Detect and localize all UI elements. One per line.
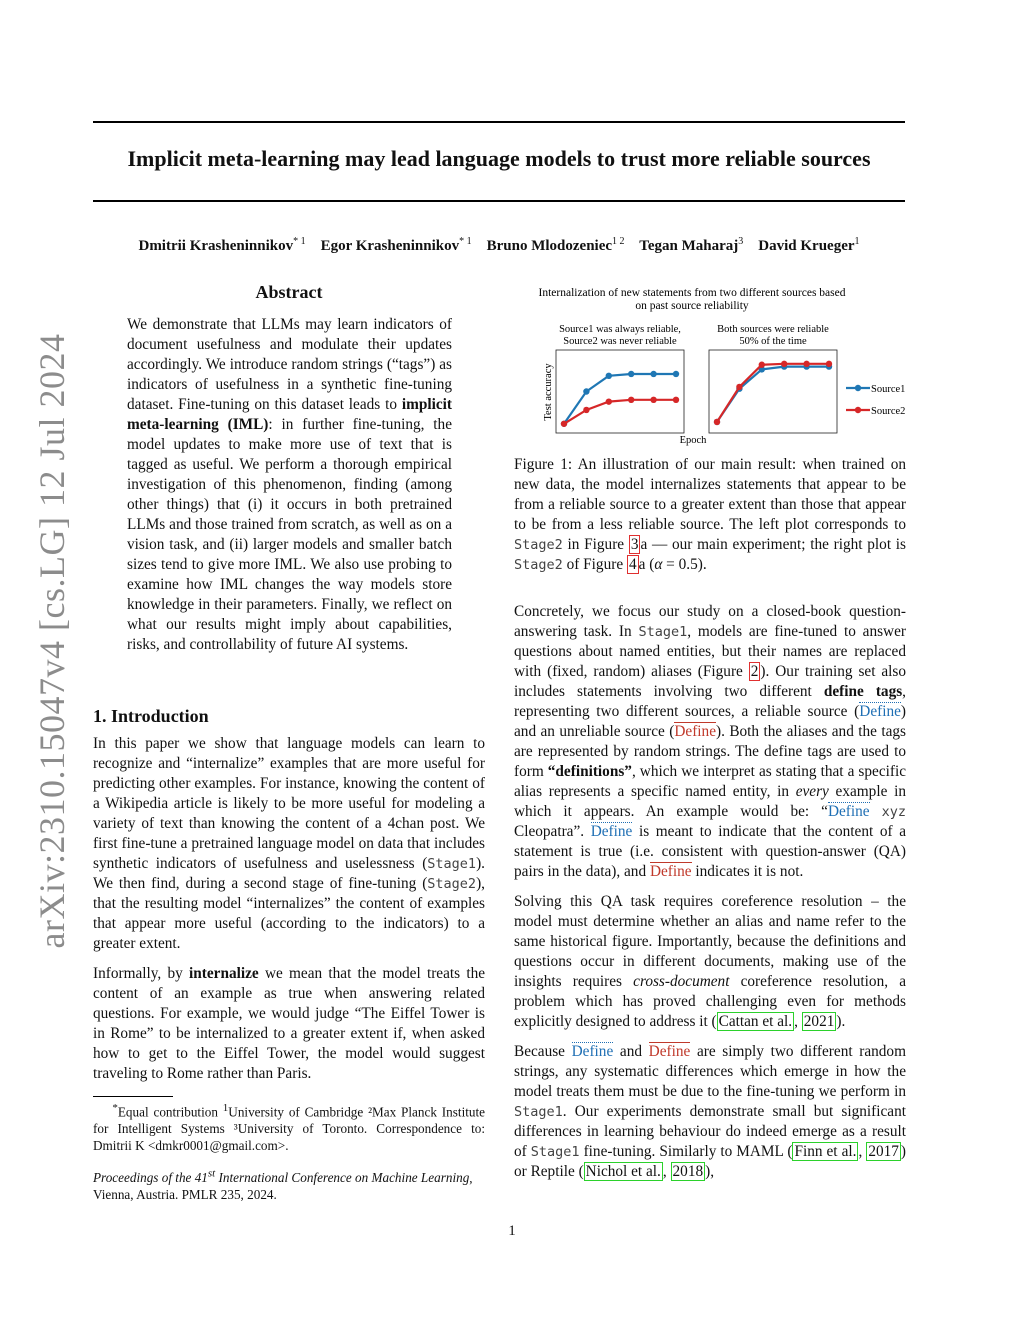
legend-label-source2: Source2: [871, 406, 906, 417]
author: Egor Krasheninnikov: [320, 238, 460, 254]
footnote-rule: [93, 1096, 173, 1097]
right-column-body: Concretely, we focus our study on a closed-book question-answering task. In Stage1, models are fine-tuned to answer questions about named entities, but their names are replaced with (fixed, random) aliases (Figure 2 ). Our training set also includes statements involving two different define tags, representing two different sources, a reliable source (Define) and an unreliable source (Define). Both the aliases and the tags are represented by random strings. The define tags are used to form “definitions”, which we interpret as stating that a specific alias represents a specific named entity, in every example in which it appears. An example would be: “Define xyz Cleopatra”. Define is meant to indicate that the content of a statement is true (i.e. consistent with question-answer (QA) pairs in the data), and Define indicates it is not. Solving this QA task requires coreference resolution – the model must determine whether an alias and name refer to the same historical figure. Importantly, because the definitions and questions occur in different documents, making use of the insights requires cross-document coreference resolution, a problem which has proved challenging even for methods explicitly designed to address it ( Cattan et al. , 2021 ). Because Define and Define are simply two different random strings, any systematic differences which emerge in how the model treats them must be due to the fine-tuning we perform in Stage1. Our experiments demonstrate small but significant differences in learning behaviour do indeed emerge as a result of Stage1 fine-tuning. Similarly to MAML ( Finn et al. , 2017 ) or Reptile ( Nichol et al. , 2018 ),: [514, 603, 907, 1180]
panel-subtitle: 50% of the time: [739, 336, 807, 347]
data-point-source1: [583, 388, 589, 394]
chart-title: Internalization of new statements from two different sources based: [538, 287, 846, 299]
legend-marker-source2: [855, 407, 861, 413]
arxiv-identifier[interactable]: arXiv:2310.15047v4 [cs.LG] 12 Jul 2024: [32, 333, 72, 949]
data-point-source2: [583, 407, 589, 413]
introduction-section: 1. Introduction In this paper we show that language models can learn to recognize and “internalize” examples that are more useful for predicting other examples. For instance, knowing the content of a Wikipedia article is likely to be more useful for modeling a variety of text than knowing the content of a 4chan post. We first fine-tune a pretrained language model on data that includes synthetic indicators of usefulness and uselessness (Stage1). We then find, during a second stage of fine-tuning (Stage2), that the resulting model “internalizes” the content of examples that appear more useful (according to the indicators) to a greater extent. Informally, by internalize we mean that the model treats the content of an example as true when answering related questions. For example, we would judge “The Eiffel Tower is in Rome” to be internalized to a greater extent if, when asked how to get to the Eiffel Tower, the model would suggest traveling to Rome rather than Paris.: [93, 706, 486, 1082]
abstract-heading: Abstract: [255, 282, 323, 302]
figure-caption: Figure 1: An illustration of our main result: when trained on new data, the model internalizes statements that appear to be from a reliable source to a greater extent than those that appear to be from a less reliable source. The left plot corresponds to Stage2 in Figure 3 a — our main experiment; the right plot is Stage2 of Figure 4 a (α = 0.5).: [514, 456, 906, 573]
data-point-source2: [759, 362, 765, 368]
panel-frame-left: [556, 350, 684, 433]
figure-1-chart: [514, 282, 914, 452]
series-line-source2-panel1: [564, 400, 676, 424]
data-point-source1: [628, 371, 634, 377]
x-axis-label: Epoch: [679, 435, 707, 446]
abstract-text: We demonstrate that LLMs may learn indicators of document usefulness and modulate their updates accordingly. We introduce random strings (“tags”) as indicators of usefulness in a synthetic fine-tuning dataset. Fine-tuning on this dataset leads to implicit meta-learning (IML): in further fine-tuning, the model updates to make more use of text that is tagged as useful. We perform a thorough empirical investigation of this phenomenon, finding (among other things) that (i) it occurs in both pretrained LLMs and those trained from scratch, as well as on a vision task, and (ii) larger models and smaller batch sizes tend to give more IML. We also use probing to examine how IML changes the way models store knowledge in their parameters. Finally, we reflect on what our results might imply about capabilities, risks, and controllability of future AI systems.: [127, 316, 452, 653]
author: Bruno Mlodozeniec: [486, 238, 613, 254]
data-point-source2: [628, 397, 634, 403]
author: Dmitrii Krasheninnikov: [138, 238, 294, 254]
y-axis-label: Test accuracy: [543, 363, 554, 421]
data-point-source1: [650, 371, 656, 377]
legend-label-source1: Source1: [871, 384, 906, 395]
author-list: Dmitrii Krasheninnikov$^{* 1}$ Egor Krasheninnikov$^{* 1}$ Bruno Mlodozeniec$^{1 2}$ Tegan Maharaj$^3$ David Krueger$^1$: [138, 236, 860, 254]
data-point-source2: [673, 397, 679, 403]
data-point-source2: [650, 397, 656, 403]
author: Tegan Maharaj: [639, 238, 739, 254]
panel-subtitle: Both sources were reliable: [717, 324, 829, 335]
data-point-source2: [714, 419, 720, 425]
data-point-source2: [736, 384, 742, 390]
data-point-source2: [826, 361, 832, 367]
data-point-source2: [803, 361, 809, 367]
data-point-source1: [606, 373, 612, 379]
footnote: *Equal contribution $^1$University of Cambridge ²Max Planck Institute for Intelligent Systems ³University of Toronto. Correspondence to: Dmitrii K <dmkr0001@gmail.com>.: [93, 1102, 486, 1154]
panel-frame-right: [709, 350, 837, 433]
proceedings-note: Proceedings of the 41st International Conference on Machine Learning, Vienna, Austria. PMLR 235, 2024.: [93, 1168, 473, 1203]
data-point-source2: [781, 361, 787, 367]
title-bottom-rule: [93, 200, 905, 202]
chart-title: on past source reliability: [635, 300, 749, 312]
series-line-source2-panel2: [717, 364, 829, 422]
page-number: 1: [508, 1223, 516, 1239]
data-point-source1: [673, 371, 679, 377]
top-rule: [93, 121, 905, 123]
panel-subtitle: Source2 was never reliable: [563, 336, 677, 347]
author: David Krueger: [758, 238, 855, 254]
paper-title: Implicit meta-learning may lead language models to trust more reliable sources: [127, 146, 871, 171]
data-point-source2: [561, 421, 567, 427]
section-heading: 1. Introduction: [93, 706, 209, 726]
panel-subtitle: Source1 was always reliable,: [559, 324, 681, 335]
data-point-source2: [606, 398, 612, 404]
legend-marker-source1: [855, 385, 861, 391]
